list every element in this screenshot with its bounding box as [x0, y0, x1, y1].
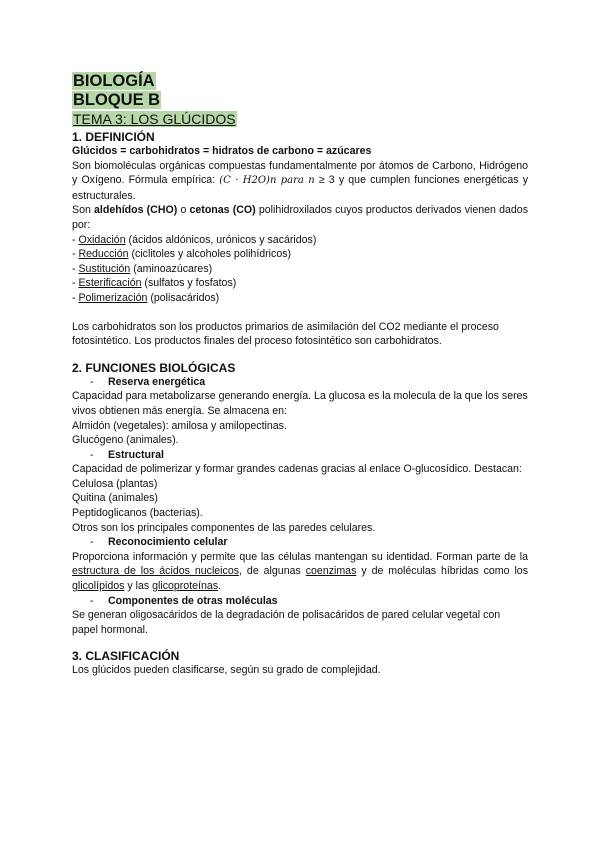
section-funciones-heading: 2. FUNCIONES BIOLÓGICAS [72, 360, 236, 375]
reconocimiento-paragraph: Proporciona información y permite que las células mantengan su identidad. Forman parte de la estructura de los ácidos nucleicos, de algunas coenzimas y de moléculas híbridas como los glicolípidos y las glicoproteínas. [72, 550, 528, 593]
derivatives-paragraph: Son aldehídos (CHO) o cetonas (CO) polihidroxilados cuyos productos derivados vienen dados por: [72, 204, 528, 231]
subheading-reserva: - Reserva energética [90, 375, 206, 388]
list-item: - Polimerización (polisacáridos) [72, 291, 220, 304]
estructural-line: Celulosa (plantas) [72, 477, 158, 490]
derivatives-list [72, 233, 528, 306]
list-item: - Sustitución (aminoazúcares) [72, 262, 213, 275]
estructural-line: Quitina (animales) [72, 492, 158, 505]
section-clasificacion-heading: 3. CLASIFICACIÓN [72, 649, 180, 664]
estructural-line: Otros son los principales componentes de las paredes celulares. [72, 521, 376, 534]
estructural-line: Peptidoglicanos (bacterias). [72, 507, 203, 520]
definition-bold-line: Glúcidos = carbohidratos = hidratos de carbono = azúcares [72, 145, 372, 157]
spacer [72, 637, 528, 649]
section-definicion-heading: 1. DEFINICIÓN [72, 130, 155, 144]
estructural-paragraph: Capacidad de polimerizar y formar grandes cadenas gracias al enlace O-glucosídico. Destacan: [72, 463, 522, 476]
subheading-componentes: - Componentes de otras moléculas [90, 594, 278, 607]
subheading-estructural: - Estructural [90, 448, 164, 461]
topic-title: TEMA 3: LOS GLÚCIDOS [73, 111, 236, 127]
reserva-line: Almidón (vegetales): amilosa y amilopectinas. [72, 419, 287, 432]
reserva-paragraph: Capacidad para metabolizarse generando energía. La glucosa es la molecula de la que los seres vivos obtienen más energía. Se almacena en: [72, 390, 528, 417]
photosynthesis-paragraph: Los carbohidratos son los productos primarios de asimilación del CO2 mediante el proceso fotosintético. Los productos finales del proceso fotosintético son carbohidratos. [72, 320, 499, 348]
document-page [72, 72, 528, 678]
reserva-line: Glucógeno (animales). [72, 434, 179, 447]
spacer [72, 349, 528, 361]
block-title: BLOQUE B [73, 91, 161, 109]
list-item: - Reducción (ciclitoles y alcoholes polihídricos) [72, 248, 292, 261]
subject-title: BIOLOGÍA [73, 72, 155, 90]
list-item: - Oxidación (ácidos aldónicos, urónicos y sacáridos) [72, 233, 317, 246]
clasificacion-paragraph: Los glúcidos pueden clasificarse, según su grado de complejidad. [72, 664, 381, 677]
empirical-formula: (C · H2O)n para n [219, 175, 315, 187]
definition-paragraph: Son biomoléculas orgánicas compuestas fundamentalmente por átomos de Carbono, Hidrógeno y Oxígeno. Fórmula empírica: (C · H2O)n para n ≥ 3 y que cumplen funciones energéticas y estructurales. [72, 159, 528, 202]
spacer [72, 306, 528, 320]
list-item: - Esterificación (sulfatos y fosfatos) [72, 277, 237, 290]
subheading-reconocimiento: - Reconocimiento celular [90, 536, 228, 549]
componentes-paragraph: Se generan oligosacáridos de la degradación de polisacáridos de pared celular vegetal con papel hormonal. [72, 609, 501, 636]
